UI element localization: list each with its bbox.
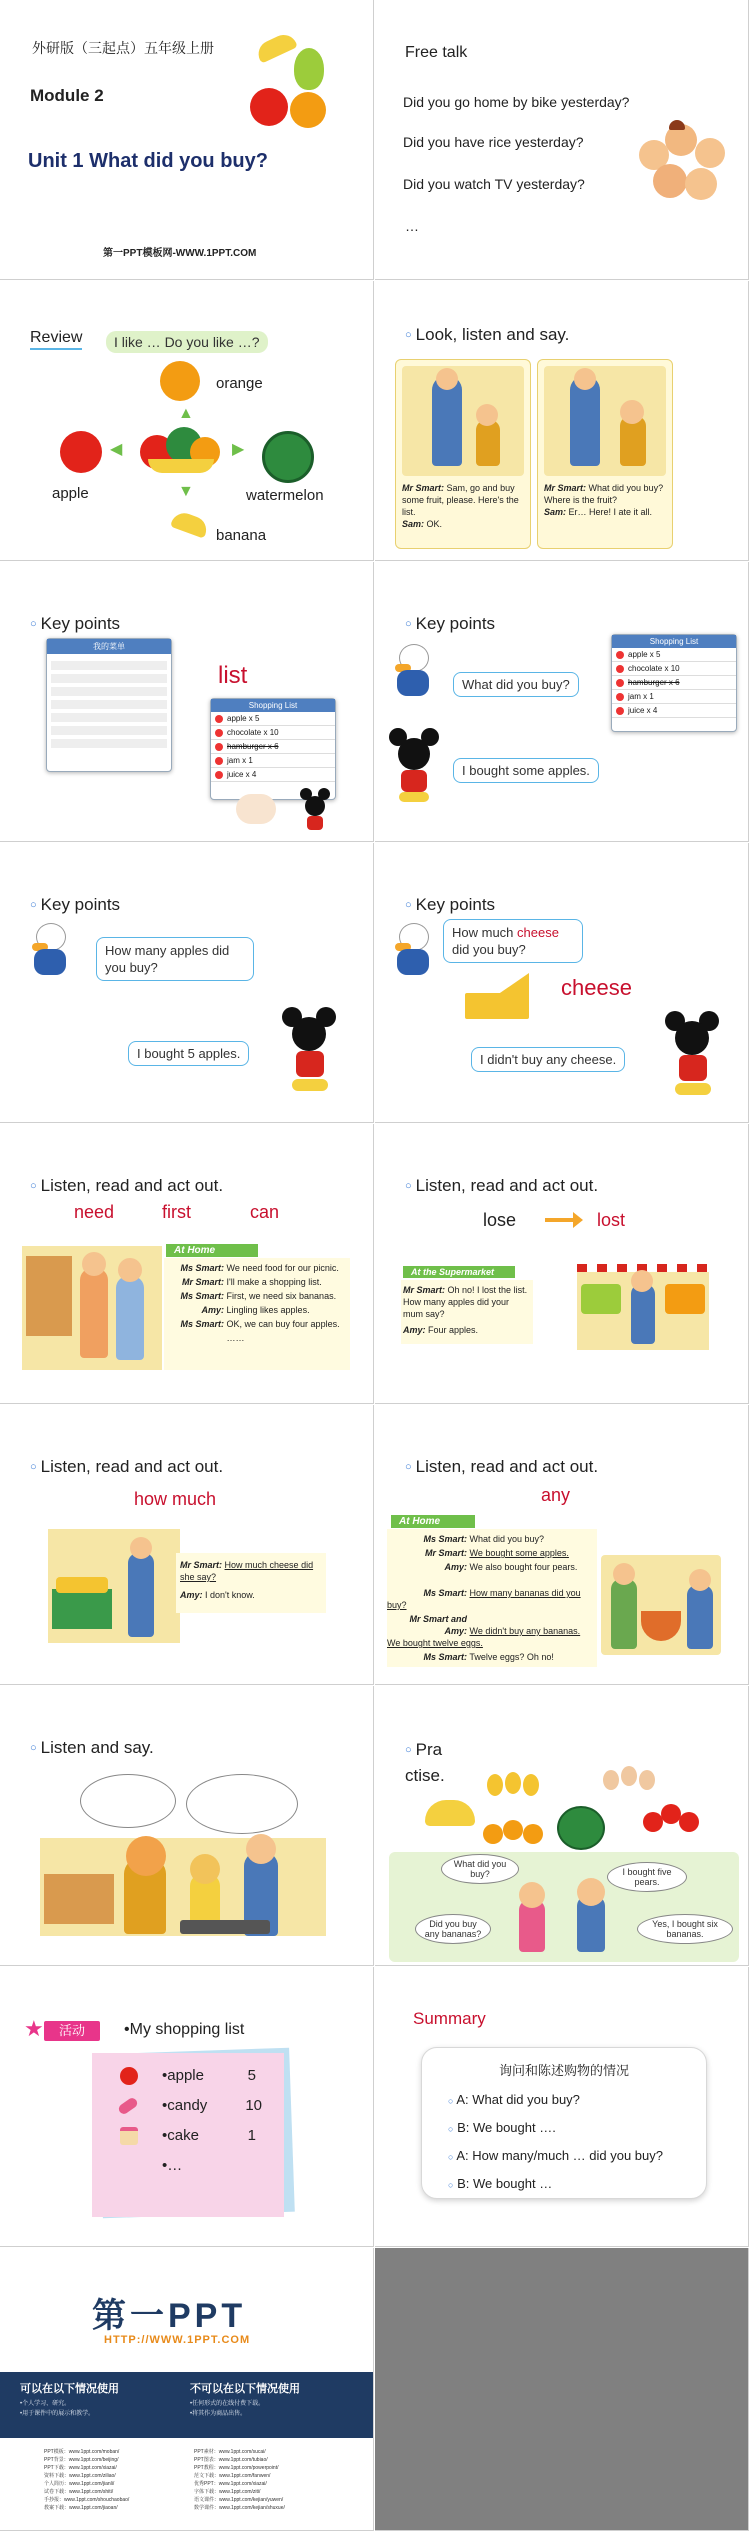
cheese-block <box>465 993 529 1019</box>
cheese-counter-illustration <box>48 1529 180 1643</box>
listen-read-heading: ○ Listen, read and act out. <box>405 1457 598 1477</box>
slide-9[interactable] <box>0 1124 374 1404</box>
arrow-right-icon <box>545 1218 575 1222</box>
summary-heading: Summary <box>413 2009 486 2028</box>
look-listen-heading: ○ Look, listen and say. <box>405 325 595 345</box>
answer-bubble: I bought 5 apples. <box>128 1041 249 1066</box>
publisher-label: 外研版（三起点）五年级上册 <box>32 40 214 56</box>
pear-character <box>294 48 324 90</box>
summary-box <box>421 2047 707 2199</box>
summary-line: ○ A: How many/much … did you buy? <box>448 2148 663 2163</box>
slide-1[interactable] <box>0 0 374 280</box>
mickey-mouse-illustration <box>282 1007 338 1097</box>
link-item[interactable]: 个人简历：www.1ppt.com/jianli/ <box>44 2481 115 2487</box>
banana-label: banana <box>216 527 267 544</box>
link-item[interactable]: 资料下载：www.1ppt.com/ziliao/ <box>44 2473 116 2479</box>
review-heading: Review <box>30 329 82 350</box>
link-item[interactable]: PPT教程：www.1ppt.com/powerpoint/ <box>194 2465 279 2471</box>
donald-duck-illustration <box>391 644 435 700</box>
word-any: any <box>541 1485 571 1505</box>
dialogue-box <box>387 1529 597 1667</box>
links-left <box>44 2448 194 2512</box>
link-item[interactable]: 试卷下载：www.1ppt.com/shiti/ <box>44 2489 114 2495</box>
list-item: apple x 5 <box>612 648 736 662</box>
summary-box-title: 询问和陈述购物的情况 <box>498 2063 629 2078</box>
slide-13[interactable] <box>0 1686 374 1966</box>
activity-badge <box>24 2016 108 2043</box>
mickey-small-illustration <box>300 788 330 832</box>
home-scene-illustration <box>22 1246 162 1370</box>
question-ellipsis: … <box>405 218 419 234</box>
practise-bubble-4: Yes, I bought six bananas. <box>637 1914 733 1944</box>
can-use-line: •个人学习、研究。 <box>20 2401 71 2407</box>
source-label: 第一PPT模板网-WWW.1PPT.COM <box>103 248 257 259</box>
question-1: Did you go home by bike yesterday? <box>403 94 630 110</box>
cannot-use-line: •任何形式的在线付费下载。 <box>190 2401 265 2407</box>
dialogue-line: Amy: I don't know. <box>180 1590 255 1600</box>
list-item: juice x 4 <box>612 704 736 718</box>
arrow-right-icon: ▶ <box>232 441 245 458</box>
link-item[interactable]: 数学课件：www.1ppt.com/kejian/shuxue/ <box>194 2505 285 2511</box>
apple-icon <box>60 431 102 473</box>
shopping-list-title: •My shopping list <box>124 2021 245 2038</box>
listen-say-heading: ○ Listen and say. <box>30 1738 154 1758</box>
fruit-display-illustration <box>425 1766 725 1846</box>
story-panel-2 <box>537 359 673 549</box>
word-first: first <box>162 1202 191 1222</box>
practise-bubble-1: What did you buy? <box>441 1854 519 1884</box>
donald-duck-illustration <box>28 923 72 979</box>
link-item[interactable]: PPT图表：www.1ppt.com/tubiao/ <box>194 2457 268 2463</box>
menu-app-title: 我的菜单 <box>47 639 171 654</box>
word-can: can <box>250 1202 280 1222</box>
slide-10[interactable] <box>375 1124 749 1404</box>
summary-line: ○ B: We bought …. <box>448 2120 556 2135</box>
slide-11[interactable] <box>0 1405 374 1685</box>
slide-15[interactable] <box>0 1967 374 2247</box>
cannot-use-line: •将其作为商品出售。 <box>190 2411 247 2417</box>
shopping-list-title: Shopping List <box>612 635 736 648</box>
free-talk-heading: Free talk <box>405 44 468 61</box>
word-need: need <box>74 1202 115 1222</box>
links-right <box>194 2448 344 2512</box>
apple-label: apple <box>52 485 89 502</box>
kitchen-scene-illustration <box>40 1774 326 1936</box>
apple-item-icon <box>120 2067 138 2085</box>
apple-character <box>250 88 288 126</box>
review-bubble: I like … Do you like …? <box>106 331 268 353</box>
dialogue-line: Amy: Lingling likes apples. <box>201 1305 310 1315</box>
mickey-mouse-illustration <box>665 1011 721 1101</box>
fruit-basket-icon <box>140 421 224 481</box>
arrow-head <box>573 1212 583 1228</box>
word-how-much: how much <box>134 1489 217 1509</box>
children-group-illustration <box>639 120 739 210</box>
orange-icon <box>483 1820 543 1844</box>
word-lose: lose <box>483 1210 517 1230</box>
arrow-down-icon: ▼ <box>178 483 194 500</box>
slide-16[interactable] <box>375 1967 749 2247</box>
list-item: apple x 5 <box>211 712 335 726</box>
baby-illustration <box>236 794 276 824</box>
orange-icon <box>160 361 200 401</box>
question-bubble: What did you buy? <box>453 672 579 697</box>
panel-2-dialogue: Mr Smart: What did you buy? Where is the fruit? Sam: Er… Here! I ate it all. <box>544 483 664 517</box>
star-icon: ★ <box>24 2016 44 2041</box>
supermarket-illustration <box>577 1264 709 1350</box>
girl-head <box>519 1882 545 1908</box>
practise-bubble-3: Did you buy any bananas? <box>415 1914 491 1944</box>
link-item[interactable]: 字体下载：www.1ppt.com/ziti/ <box>194 2489 261 2495</box>
donald-duck-illustration <box>391 923 435 979</box>
dialogue-line: Mr Smart: We bought some apples. <box>424 1548 569 1558</box>
orange-label: orange <box>216 375 263 392</box>
menu-app-screenshot <box>46 638 172 772</box>
list-item: •apple 5 <box>162 2067 256 2084</box>
family-kitchen-illustration <box>601 1555 721 1655</box>
summary-line: ○ A: What did you buy? <box>448 2092 580 2107</box>
arrow-left-icon: ◀ <box>110 441 123 458</box>
module-label: Module 2 <box>30 86 104 105</box>
link-item[interactable]: 手抄报：www.1ppt.com/shouchaobao/ <box>44 2497 130 2503</box>
can-use-line: •用于课件中的展示和教学。 <box>20 2411 95 2417</box>
listen-read-heading: ○ Listen, read and act out. <box>405 1176 598 1196</box>
list-item: chocolate x 10 <box>612 662 736 676</box>
dialogue-line: Mr Smart: I'll make a shopping list. <box>181 1277 322 1287</box>
link-item[interactable]: 教案下载：www.1ppt.com/jiaoan/ <box>44 2505 118 2511</box>
list-item: hamburger x 6 <box>612 676 736 690</box>
egg-icon <box>603 1766 663 1790</box>
banana-character <box>254 30 298 63</box>
cheese-highlight: cheese <box>517 925 559 940</box>
usage-banner <box>0 2372 374 2438</box>
slide-2[interactable] <box>375 0 749 280</box>
listen-read-heading: ○ Listen, read and act out. <box>30 1176 223 1196</box>
shopping-list-app <box>210 698 336 800</box>
dialogue-line: Ms Smart: How many bananas did you buy? <box>387 1588 581 1610</box>
unit-title: Unit 1 What did you buy? <box>28 150 268 172</box>
slide-6[interactable] <box>375 562 749 842</box>
supermarket-tag: At the Supermarket <box>403 1266 515 1278</box>
dialogue-line: Mr Smart: How much cheese did she say? <box>180 1560 314 1582</box>
slide-5[interactable] <box>0 562 374 842</box>
can-use-title: 可以在以下情况使用 <box>20 2383 119 2395</box>
slide-4[interactable] <box>375 281 749 561</box>
pear-icon <box>487 1772 543 1798</box>
panel-2-picture <box>544 366 666 476</box>
key-points-heading: ○ Key points <box>405 895 495 915</box>
dialogue-line: Ms Smart: We need food for our picnic. <box>180 1263 339 1273</box>
logo-url: HTTP://WWW.1PPT.COM <box>104 2334 251 2346</box>
shopping-list-app <box>611 634 737 732</box>
list-item: jam x 1 <box>211 754 335 768</box>
at-home-tag: At Home <box>391 1515 475 1528</box>
key-points-heading: ○ Key points <box>30 614 120 634</box>
link-item[interactable]: 范文下载：www.1ppt.com/fanwen/ <box>194 2473 271 2479</box>
answer-bubble: I bought some apples. <box>453 758 599 783</box>
question-3: Did you watch TV yesterday? <box>403 176 585 192</box>
apple-icon <box>643 1804 699 1834</box>
practise-heading: ○ Practise. <box>405 1738 445 1788</box>
arrow-up-icon: ▲ <box>178 405 194 422</box>
link-item[interactable]: PPT背景：www.1ppt.com/beijing/ <box>44 2457 119 2463</box>
key-points-heading: ○ Key points <box>405 614 495 634</box>
thought-bubble-empty <box>80 1774 176 1828</box>
link-item[interactable]: PPT素材：www.1ppt.com/sucai/ <box>194 2449 266 2455</box>
dialogue-line: …… <box>226 1333 245 1343</box>
list-item: •candy 10 <box>162 2097 262 2114</box>
boy-head <box>577 1878 605 1906</box>
dialogue-line: Ms Smart: First, we need six bananas. <box>180 1291 337 1301</box>
word-lost: lost <box>597 1210 626 1230</box>
dialogue-box <box>176 1553 326 1613</box>
activity-badge-label: 活动 <box>44 2021 100 2041</box>
watermelon-label: watermelon <box>246 487 324 504</box>
question-bubble: How many apples did you buy? <box>96 937 254 981</box>
list-item: jam x 1 <box>612 690 736 704</box>
listen-read-heading: ○ Listen, read and act out. <box>30 1457 223 1477</box>
watermelon-icon <box>262 431 314 483</box>
dialogue-line: Amy: Four apples. <box>403 1325 479 1335</box>
panel-1-dialogue: Mr Smart: Sam, go and buy some fruit, please. Here's the list. Sam: OK. <box>402 483 519 529</box>
answer-bubble: I didn't buy any cheese. <box>471 1047 625 1072</box>
link-item[interactable]: 优秀PPT：www.1ppt.com/xiazai/ <box>194 2481 267 2487</box>
slide-7[interactable] <box>0 843 374 1123</box>
summary-line: ○ B: We bought … <box>448 2176 553 2191</box>
slide-3[interactable] <box>0 281 374 561</box>
cake-item-icon <box>120 2127 138 2145</box>
empty-slot <box>375 2248 749 2531</box>
list-item: chocolate x 10 <box>211 726 335 740</box>
list-word: list <box>218 662 248 689</box>
dialogue-line: Mr Smart: Oh no! I lost the list. How many apples did your mum say? <box>403 1285 528 1319</box>
shopping-list-title: Shopping List <box>211 699 335 712</box>
panel-1-picture <box>402 366 524 476</box>
banana-icon <box>170 509 210 538</box>
list-item: •cake 1 <box>162 2127 256 2144</box>
link-item[interactable]: PPT下载：www.1ppt.com/xiazai/ <box>44 2465 117 2471</box>
dialogue-line: Amy: We also bought four pears. <box>444 1562 578 1572</box>
story-panel-1 <box>395 359 531 549</box>
orange-character <box>290 92 326 128</box>
slide-17[interactable] <box>0 2248 374 2531</box>
dialogue-line: Ms Smart: Twelve eggs? Oh no! <box>423 1652 554 1662</box>
dialogue-line: Mr Smart and Amy: We didn't buy any bananas. We bought twelve eggs. <box>387 1614 581 1648</box>
cannot-use-title: 不可以在以下情况使用 <box>190 2383 300 2395</box>
list-item: hamburger x 6 <box>211 740 335 754</box>
logo: 第一PPT <box>92 2297 247 2335</box>
dialogue-box <box>164 1258 350 1370</box>
dialogue-box <box>401 1280 533 1344</box>
cheese-word: cheese <box>561 975 632 1000</box>
slide-12[interactable] <box>375 1405 749 1685</box>
at-home-tag: At Home <box>166 1244 258 1257</box>
slide-8[interactable] <box>375 843 749 1123</box>
slide-14[interactable] <box>375 1686 749 1966</box>
question-2: Did you have rice yesterday? <box>403 134 584 150</box>
mickey-mouse-illustration <box>389 728 441 806</box>
dialogue-line: Ms Smart: What did you buy? <box>423 1534 545 1544</box>
watermelon-icon <box>557 1806 605 1850</box>
fruit-characters-illustration <box>244 38 334 138</box>
key-points-heading: ○ Key points <box>30 895 120 915</box>
question-bubble: How much cheese did you buy? <box>443 919 583 963</box>
thought-bubble-empty <box>186 1774 298 1834</box>
link-item[interactable]: PPT模板：www.1ppt.com/moban/ <box>44 2449 120 2455</box>
list-item: •… <box>162 2157 183 2174</box>
link-item[interactable]: 语文课件：www.1ppt.com/kejian/yuwen/ <box>194 2497 284 2503</box>
banana-icon <box>425 1800 475 1826</box>
practise-bubble-2: I bought five pears. <box>607 1862 687 1892</box>
list-item: juice x 4 <box>211 768 335 782</box>
dialogue-line: Ms Smart: OK, we can buy four apples. <box>180 1319 340 1329</box>
